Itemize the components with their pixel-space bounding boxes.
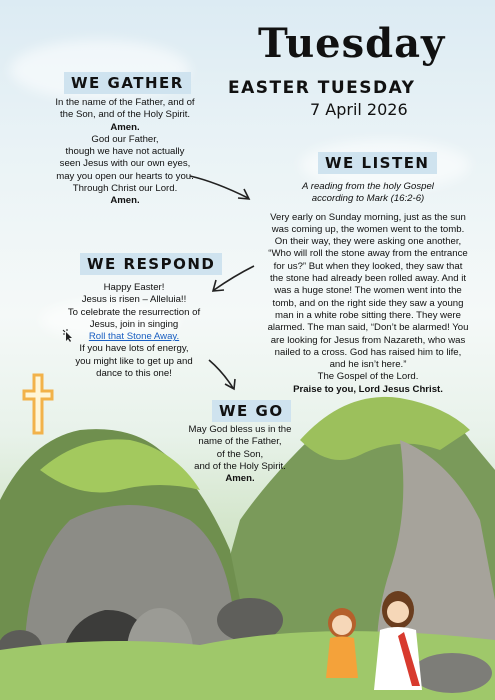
respond-more-line: If you have lots of energy, xyxy=(79,343,189,355)
woman-figure xyxy=(326,608,358,678)
respond-more-line: you might like to get up and xyxy=(75,355,193,367)
gospel-line: was coming up, the women went to the tomb. xyxy=(271,223,465,235)
gospel-line: On their way, they were asking one another, xyxy=(274,236,462,248)
gather-prayer-line: Through Christ our Lord. xyxy=(72,183,178,195)
gather-prayer-line: though we have not actually xyxy=(65,146,185,158)
heading-we-listen: WE LISTEN xyxy=(318,152,437,174)
respond-section xyxy=(50,282,218,380)
go-line: name of the Father, xyxy=(198,436,282,448)
gospel-line: and he isn’t here.” xyxy=(329,359,407,371)
go-line: of the Son, xyxy=(216,448,264,460)
respond-line: To celebrate the resurrection of xyxy=(67,306,201,318)
gospel-line: The Gospel of the Lord. xyxy=(317,371,419,383)
gather-prayer-line: God our Father, xyxy=(91,133,159,145)
gospel-line: for us?” But when they looked, they saw that xyxy=(273,260,463,272)
gather-line: the Son, and of the Holy Spirit. xyxy=(59,109,191,121)
gospel-line: “Who will roll the stone away from the entrance xyxy=(268,248,468,260)
gospel-line: alarmed. The man said, “Don’t be alarmed! You xyxy=(267,322,469,334)
gospel-line: nailed to a cross. God has raised him to life, xyxy=(274,346,462,358)
day-title: Tuesday xyxy=(258,20,446,67)
reading-intro-line: A reading from the holy Gospel xyxy=(302,181,434,192)
gospel-line: Very early on Sunday morning, just as the sun xyxy=(270,211,466,223)
respond-more-line: dance to this one! xyxy=(96,368,172,380)
respond-link-row xyxy=(50,331,218,343)
boulder xyxy=(412,653,492,693)
gather-amen: Amen. xyxy=(110,121,140,133)
go-section xyxy=(165,424,315,485)
respond-line: Happy Easter! xyxy=(103,282,165,293)
gospel-line: tomb, and on the right side they saw a young xyxy=(272,297,464,309)
go-line: and of the Holy Spirit. xyxy=(194,460,286,472)
heading-we-go: WE GO xyxy=(212,400,291,422)
gospel-line: are looking for Jesus from Nazareth, who was xyxy=(270,334,466,346)
gospel-line: man in a white robe sitting there. They were xyxy=(275,309,461,321)
gather-line: In the name of the Father, and of xyxy=(55,97,195,108)
gospel-response: Praise to you, Lord Jesus Christ. xyxy=(293,383,443,395)
heading-we-gather: WE GATHER xyxy=(64,72,191,94)
cursor-click-icon xyxy=(62,329,74,343)
cross-icon xyxy=(22,373,54,435)
listen-section xyxy=(252,181,484,396)
respond-line: Jesus, join in singing xyxy=(89,318,179,330)
page-date: 7 April 2026 xyxy=(310,100,408,119)
gather-prayer-line: seen Jesus with our own eyes, xyxy=(59,158,191,170)
reading-intro-line: according to Mark (16:2-6) xyxy=(311,193,425,205)
gospel-line: was a huge stone! The women went into the xyxy=(274,285,462,297)
go-line: May God bless us in the xyxy=(188,424,292,435)
respond-line: Jesus is risen – Alleluia!! xyxy=(81,294,187,306)
heading-we-respond: WE RESPOND xyxy=(80,253,222,275)
gather-prayer-line: may you open our hearts to you. xyxy=(56,170,194,182)
gospel-line: the stone had already been rolled away. And it xyxy=(269,273,467,285)
go-amen: Amen. xyxy=(225,473,255,485)
page-subtitle: EASTER TUESDAY xyxy=(228,78,416,98)
roll-that-stone-away-link[interactable]: Roll that Stone Away. xyxy=(88,331,180,343)
gather-amen-2: Amen. xyxy=(110,195,140,207)
arrow-icon xyxy=(186,170,254,206)
